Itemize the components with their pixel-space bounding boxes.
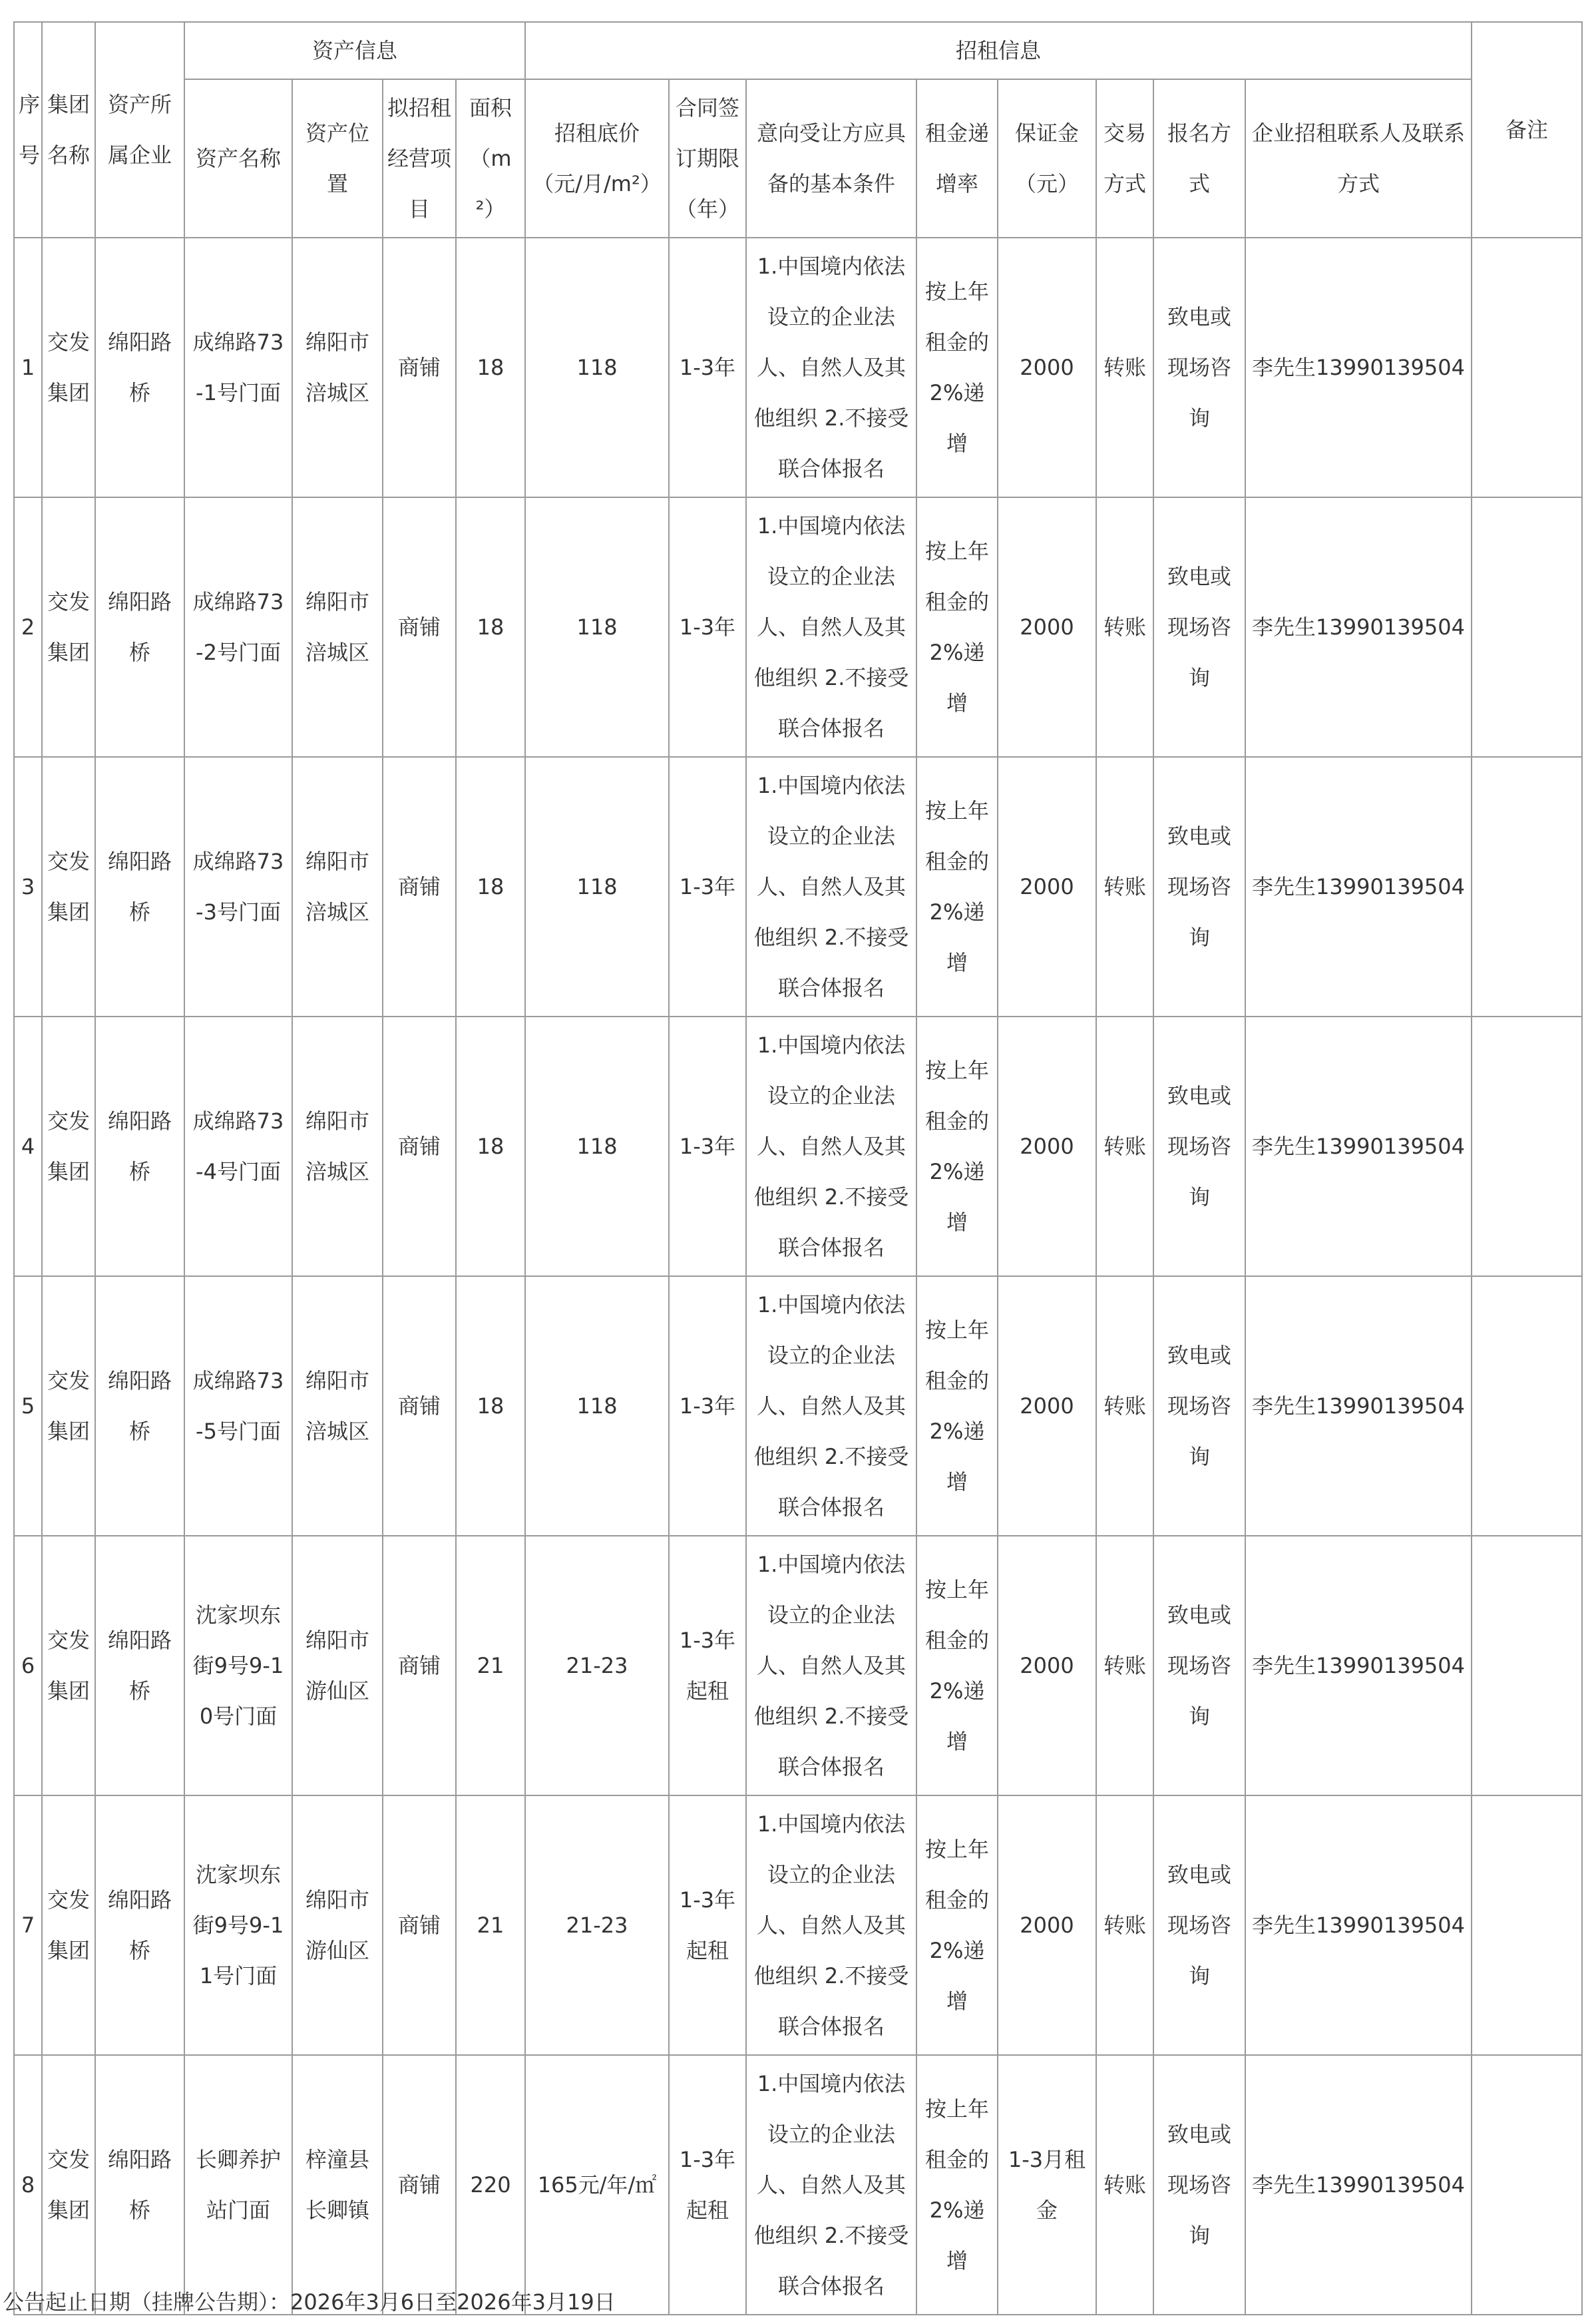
cell-business: 商铺 — [383, 1795, 456, 2055]
cell-group: 交发集团 — [42, 2055, 95, 2315]
cell-conditions: 1.中国境内依法设立的企业法人、自然人及其他组织 2.不接受联合体报名 — [746, 497, 916, 757]
cell-contact: 李先生13990139504 — [1245, 2055, 1472, 2315]
cell-term: 1-3年 — [669, 757, 746, 1017]
cell-remark — [1472, 1276, 1582, 1536]
cell-group: 交发集团 — [42, 1276, 95, 1536]
cell-remark — [1472, 757, 1582, 1017]
cell-price: 118 — [525, 1276, 669, 1536]
cell-business: 商铺 — [383, 2055, 456, 2315]
cell-signup: 致电或现场咨询 — [1153, 2055, 1245, 2315]
cell-conditions: 1.中国境内依法设立的企业法人、自然人及其他组织 2.不接受联合体报名 — [746, 2055, 916, 2315]
cell-group: 交发集团 — [42, 497, 95, 757]
cell-location: 绵阳市涪城区 — [292, 238, 383, 497]
cell-remark — [1472, 1536, 1582, 1795]
cell-increase: 按上年租金的2%递增 — [916, 1017, 998, 1276]
cell-seq: 7 — [14, 1795, 42, 2055]
cell-term: 1-3年起租 — [669, 2055, 746, 2315]
cell-increase: 按上年租金的2%递增 — [916, 1276, 998, 1536]
cell-deposit: 2000 — [998, 497, 1096, 757]
cell-seq: 5 — [14, 1276, 42, 1536]
table-row — [14, 1017, 1582, 1276]
table-row — [14, 2055, 1582, 2315]
table-row — [14, 1536, 1582, 1795]
cell-trade: 转账 — [1096, 1017, 1153, 1276]
cell-seq: 3 — [14, 757, 42, 1017]
tender-table — [13, 21, 1583, 2315]
cell-enterprise: 绵阳路桥 — [95, 1276, 184, 1536]
cell-enterprise: 绵阳路桥 — [95, 497, 184, 757]
cell-business: 商铺 — [383, 1536, 456, 1795]
cell-trade: 转账 — [1096, 2055, 1153, 2315]
cell-contact: 李先生13990139504 — [1245, 1795, 1472, 2055]
cell-area: 18 — [456, 497, 525, 757]
cell-contact: 李先生13990139504 — [1245, 1276, 1472, 1536]
cell-remark — [1472, 1795, 1582, 2055]
cell-term: 1-3年 — [669, 1276, 746, 1536]
cell-enterprise: 绵阳路桥 — [95, 2055, 184, 2315]
cell-price: 118 — [525, 238, 669, 497]
cell-group: 交发集团 — [42, 1536, 95, 1795]
cell-business: 商铺 — [383, 238, 456, 497]
header-enterprise: 资产所属企业 — [95, 22, 184, 238]
cell-conditions: 1.中国境内依法设立的企业法人、自然人及其他组织 2.不接受联合体报名 — [746, 757, 916, 1017]
header-area: 面积（m²） — [456, 79, 525, 238]
cell-conditions: 1.中国境内依法设立的企业法人、自然人及其他组织 2.不接受联合体报名 — [746, 1276, 916, 1536]
cell-enterprise: 绵阳路桥 — [95, 1017, 184, 1276]
table-row — [14, 238, 1582, 497]
cell-signup: 致电或现场咨询 — [1153, 1276, 1245, 1536]
header-base-price: 招租底价（元/月/m²） — [525, 79, 669, 238]
cell-business: 商铺 — [383, 497, 456, 757]
cell-location: 绵阳市涪城区 — [292, 757, 383, 1017]
cell-area: 21 — [456, 1795, 525, 2055]
cell-group: 交发集团 — [42, 1017, 95, 1276]
cell-increase: 按上年租金的2%递增 — [916, 238, 998, 497]
cell-signup: 致电或现场咨询 — [1153, 497, 1245, 757]
cell-asset-name: 长卿养护站门面 — [184, 2055, 292, 2315]
cell-location: 绵阳市涪城区 — [292, 1276, 383, 1536]
cell-signup: 致电或现场咨询 — [1153, 1536, 1245, 1795]
header-trade-method: 交易方式 — [1096, 79, 1153, 238]
cell-area: 18 — [456, 1017, 525, 1276]
cell-enterprise: 绵阳路桥 — [95, 757, 184, 1017]
header-contact: 企业招租联系人及联系方式 — [1245, 79, 1472, 238]
cell-trade: 转账 — [1096, 1795, 1153, 2055]
header-conditions: 意向受让方应具备的基本条件 — [746, 79, 916, 238]
cell-seq: 4 — [14, 1017, 42, 1276]
cell-deposit: 2000 — [998, 1795, 1096, 2055]
cell-increase: 按上年租金的2%递增 — [916, 1795, 998, 2055]
cell-price: 118 — [525, 1017, 669, 1276]
cell-conditions: 1.中国境内依法设立的企业法人、自然人及其他组织 2.不接受联合体报名 — [746, 238, 916, 497]
header-asset-name: 资产名称 — [184, 79, 292, 238]
cell-signup: 致电或现场咨询 — [1153, 238, 1245, 497]
cell-term: 1-3年起租 — [669, 1536, 746, 1795]
cell-asset-name: 成绵路73-5号门面 — [184, 1276, 292, 1536]
header-asset-location: 资产位置 — [292, 79, 383, 238]
cell-remark — [1472, 497, 1582, 757]
header-tender-info: 招租信息 — [525, 22, 1472, 79]
header-deposit: 保证金（元） — [998, 79, 1096, 238]
header-business: 拟招租经营项目 — [383, 79, 456, 238]
cell-enterprise: 绵阳路桥 — [95, 1536, 184, 1795]
cell-asset-name: 沈家坝东街9号9-11号门面 — [184, 1795, 292, 2055]
cell-price: 21-23 — [525, 1536, 669, 1795]
cell-trade: 转账 — [1096, 1536, 1153, 1795]
cell-location: 绵阳市涪城区 — [292, 497, 383, 757]
cell-asset-name: 成绵路73-4号门面 — [184, 1017, 292, 1276]
cell-increase: 按上年租金的2%递增 — [916, 757, 998, 1017]
cell-asset-name: 成绵路73-2号门面 — [184, 497, 292, 757]
cell-area: 18 — [456, 757, 525, 1017]
cell-signup: 致电或现场咨询 — [1153, 1017, 1245, 1276]
cell-trade: 转账 — [1096, 757, 1153, 1017]
cell-deposit: 2000 — [998, 757, 1096, 1017]
cell-trade: 转账 — [1096, 1276, 1153, 1536]
header-asset-info: 资产信息 — [184, 22, 525, 79]
cell-contact: 李先生13990139504 — [1245, 497, 1472, 757]
cell-deposit: 2000 — [998, 1017, 1096, 1276]
cell-price: 21-23 — [525, 1795, 669, 2055]
cell-asset-name: 成绵路73-1号门面 — [184, 238, 292, 497]
cell-area: 220 — [456, 2055, 525, 2315]
header-increase: 租金递增率 — [916, 79, 998, 238]
cell-group: 交发集团 — [42, 1795, 95, 2055]
cell-seq: 1 — [14, 238, 42, 497]
cell-increase: 按上年租金的2%递增 — [916, 497, 998, 757]
cell-signup: 致电或现场咨询 — [1153, 757, 1245, 1017]
cell-area: 18 — [456, 238, 525, 497]
header-signup: 报名方式 — [1153, 79, 1245, 238]
cell-conditions: 1.中国境内依法设立的企业法人、自然人及其他组织 2.不接受联合体报名 — [746, 1795, 916, 2055]
table-row — [14, 497, 1582, 757]
table-row — [14, 1276, 1582, 1536]
cell-term: 1-3年 — [669, 1017, 746, 1276]
cell-contact: 李先生13990139504 — [1245, 1536, 1472, 1795]
cell-business: 商铺 — [383, 757, 456, 1017]
cell-asset-name: 沈家坝东街9号9-10号门面 — [184, 1536, 292, 1795]
cell-business: 商铺 — [383, 1276, 456, 1536]
cell-asset-name: 成绵路73-3号门面 — [184, 757, 292, 1017]
cell-location: 绵阳市涪城区 — [292, 1017, 383, 1276]
cell-trade: 转账 — [1096, 497, 1153, 757]
document — [13, 21, 1581, 2315]
cell-area: 18 — [456, 1276, 525, 1536]
table-row — [14, 1795, 1582, 2055]
cell-price: 118 — [525, 497, 669, 757]
cell-location: 绵阳市游仙区 — [292, 1795, 383, 2055]
cell-deposit: 1-3月租金 — [998, 2055, 1096, 2315]
cell-location: 梓潼县长卿镇 — [292, 2055, 383, 2315]
cell-contact: 李先生13990139504 — [1245, 757, 1472, 1017]
cell-group: 交发集团 — [42, 757, 95, 1017]
cell-group: 交发集团 — [42, 238, 95, 497]
cell-signup: 致电或现场咨询 — [1153, 1795, 1245, 2055]
cell-increase: 按上年租金的2%递增 — [916, 1536, 998, 1795]
cell-seq: 6 — [14, 1536, 42, 1795]
header-term: 合同签订期限（年） — [669, 79, 746, 238]
cell-term: 1-3年 — [669, 238, 746, 497]
cell-contact: 李先生13990139504 — [1245, 238, 1472, 497]
cell-price: 165元/年/㎡ — [525, 2055, 669, 2315]
cell-remark — [1472, 2055, 1582, 2315]
cell-deposit: 2000 — [998, 1536, 1096, 1795]
cell-business: 商铺 — [383, 1017, 456, 1276]
cell-increase: 按上年租金的2%递增 — [916, 2055, 998, 2315]
cell-term: 1-3年 — [669, 497, 746, 757]
table-row — [14, 757, 1582, 1017]
cell-deposit: 2000 — [998, 238, 1096, 497]
cell-remark — [1472, 1017, 1582, 1276]
cell-conditions: 1.中国境内依法设立的企业法人、自然人及其他组织 2.不接受联合体报名 — [746, 1017, 916, 1276]
header-remark: 备注 — [1472, 22, 1582, 238]
cell-conditions: 1.中国境内依法设立的企业法人、自然人及其他组织 2.不接受联合体报名 — [746, 1536, 916, 1795]
cell-deposit: 2000 — [998, 1276, 1096, 1536]
header-group-name: 集团名称 — [42, 22, 95, 238]
cell-contact: 李先生13990139504 — [1245, 1017, 1472, 1276]
cell-enterprise: 绵阳路桥 — [95, 238, 184, 497]
cell-term: 1-3年起租 — [669, 1795, 746, 2055]
cell-seq: 8 — [14, 2055, 42, 2315]
cell-location: 绵阳市游仙区 — [292, 1536, 383, 1795]
cell-trade: 转账 — [1096, 238, 1153, 497]
cell-seq: 2 — [14, 497, 42, 757]
cell-enterprise: 绵阳路桥 — [95, 1795, 184, 2055]
header-seq: 序号 — [14, 22, 42, 238]
cell-price: 118 — [525, 757, 669, 1017]
cell-area: 21 — [456, 1536, 525, 1795]
cell-remark — [1472, 238, 1582, 497]
notice-period: 公告起止日期（挂牌公告期）：2026年3月6日至2026年3月19日 — [3, 2289, 616, 2315]
